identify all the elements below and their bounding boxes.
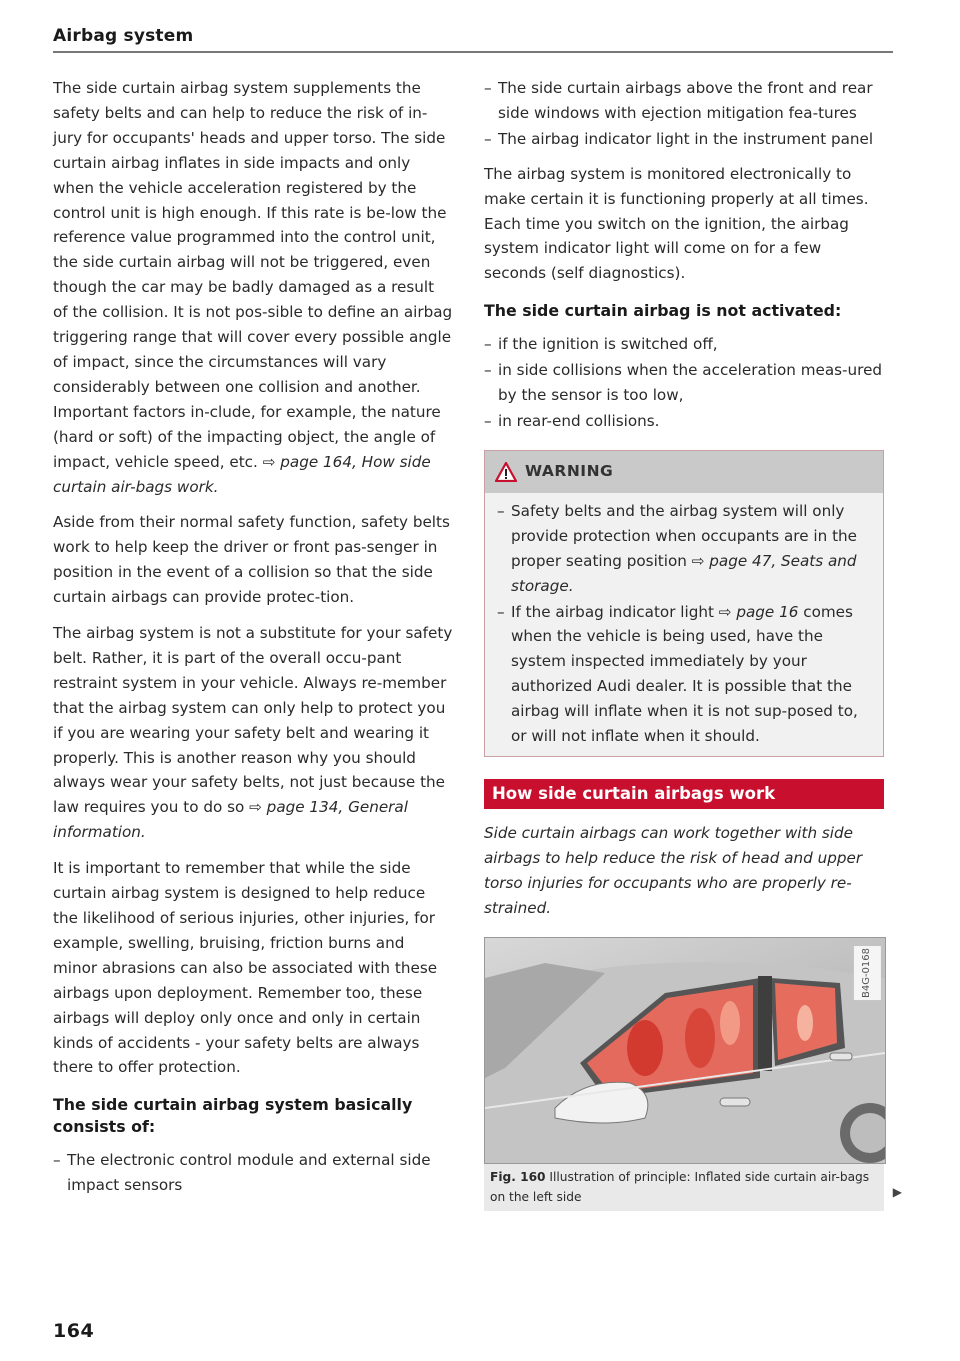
- paragraph-not-substitute: The airbag system is not a substitute for your safety belt. Rather, it is part of the overall occu-pant restraint system in your vehicle. Always re-member that the airbag system can only help to protect you if you are wearing your safety belt and wearing it properly. This is another reason why you should always wear your safety belts, not just because the law requires you to do so ⇨ page 134, General information.: [53, 624, 453, 842]
- not-activated-heading: The side curtain airbag is not activated:: [484, 301, 842, 321]
- figure-caption: Fig. 160 Illustration of principle: Inflated side curtain air-bags on the left side: [484, 1164, 884, 1211]
- left-column: [53, 76, 453, 1208]
- paragraph-injuries: It is important to remember that while the side curtain airbag system is designed to help reduce the likelihood of serious injuries, other injuries, for example, swelling, bruising, friction burns and minor abrasions can also be associated with these airbags upon deployment. Remember too, these airbags will deploy only once and only in certain kinds of accidents - your safety belts are always there to offer protection.: [53, 859, 438, 1077]
- components-list-continued: [484, 76, 884, 152]
- list-item: – in side collisions when the acceleration meas-ured by the sensor is too low,: [484, 358, 884, 408]
- warning-body: [485, 493, 883, 756]
- consists-of-heading: The side curtain airbag system basically consists of:: [53, 1095, 413, 1137]
- page-number: 164: [53, 1320, 95, 1342]
- car-side-illustration-icon: [485, 938, 885, 1163]
- section-heading-bar: How side curtain airbags work: [484, 779, 884, 809]
- list-item: – The airbag indicator light in the instrument panel: [484, 127, 884, 152]
- paragraph-belts: Aside from their normal safety function, safety belts work to help keep the driver or front pas-senger in position in the event of a collision so that the side curtain airbags can provide protec-tion.: [53, 513, 450, 607]
- warning-triangle-icon: [495, 462, 517, 482]
- page-link-47[interactable]: ⇨ page 47, Seats and storage.: [511, 551, 857, 595]
- paragraph-intro: The side curtain airbag system supplements the safety belts and can help to reduce the risk of in-jury for occupants' heads and upper torso. The side curtain airbag inflates in side impacts and only when the vehicle acceleration registered by the control unit is high enough. If this rate is be-low the reference value programmed into the control unit, the side curtain airbag will not be triggered, even though the car may be badly damaged as a result of the collision. It is not pos-sible to define an airbag triggering range that will cover every possible angle of impact, since the circumstances will vary considerably between one collision and another. Important factors in-clude, for example, the nature (hard or soft) of the impacting object, the angle of impact, vehicle speed, etc. ⇨ page 164, How side curtain air-bags work.: [53, 79, 453, 496]
- warning-item: – If the airbag indicator light ⇨ page 16 comes when the vehicle is being used, have the system inspected immediately by your authorized Audi dealer. It is possible that the airbag will inflate when it is not sup-posed to, or will not inflate when it should.: [497, 600, 867, 749]
- list-item: – The electronic control module and external side impact sensors: [53, 1148, 453, 1198]
- list-item: – The side curtain airbags above the front and rear side windows with ejection mitigation fea-tures: [484, 76, 884, 126]
- not-activated-list: [484, 332, 884, 434]
- figure-code: B4G-0168: [854, 946, 881, 1000]
- continue-arrow-icon: ▶: [892, 1184, 902, 1199]
- paragraph-monitoring: The airbag system is monitored electronically to make certain it is functioning properly at all times. Each time you switch on the ignition, the airbag system indicator light will come on for a few seconds (self diagnostics).: [484, 164, 869, 283]
- page-link-134[interactable]: ⇨ page 134, General information.: [53, 798, 408, 842]
- warning-item: – Safety belts and the airbag system will only provide protection when occupants are in the proper seating position ⇨ page 47, Seats and storage.: [497, 499, 867, 599]
- list-item: – in rear-end collisions.: [484, 409, 884, 434]
- chapter-title: Airbag system: [53, 26, 194, 46]
- section-lead: Side curtain airbags can work together with side airbags to help reduce the risk of head and upper torso injuries for occupants who are properly re-strained.: [484, 823, 863, 917]
- figure-160: [484, 937, 902, 1211]
- figure-label: Fig. 160: [490, 1169, 546, 1184]
- car-airbag-illustration: [484, 937, 886, 1164]
- page-link-164[interactable]: ⇨ page 164, How side curtain air-bags work.: [53, 452, 431, 496]
- right-column: [484, 76, 902, 1211]
- warning-header: [485, 451, 883, 493]
- warning-title: WARNING: [525, 462, 614, 481]
- list-item: – if the ignition is switched off,: [484, 332, 884, 357]
- page-link-16[interactable]: ⇨ page 16: [718, 602, 799, 621]
- page-header: [53, 26, 893, 46]
- header-divider: [53, 51, 893, 53]
- components-list: [53, 1148, 453, 1198]
- warning-box: [484, 450, 884, 757]
